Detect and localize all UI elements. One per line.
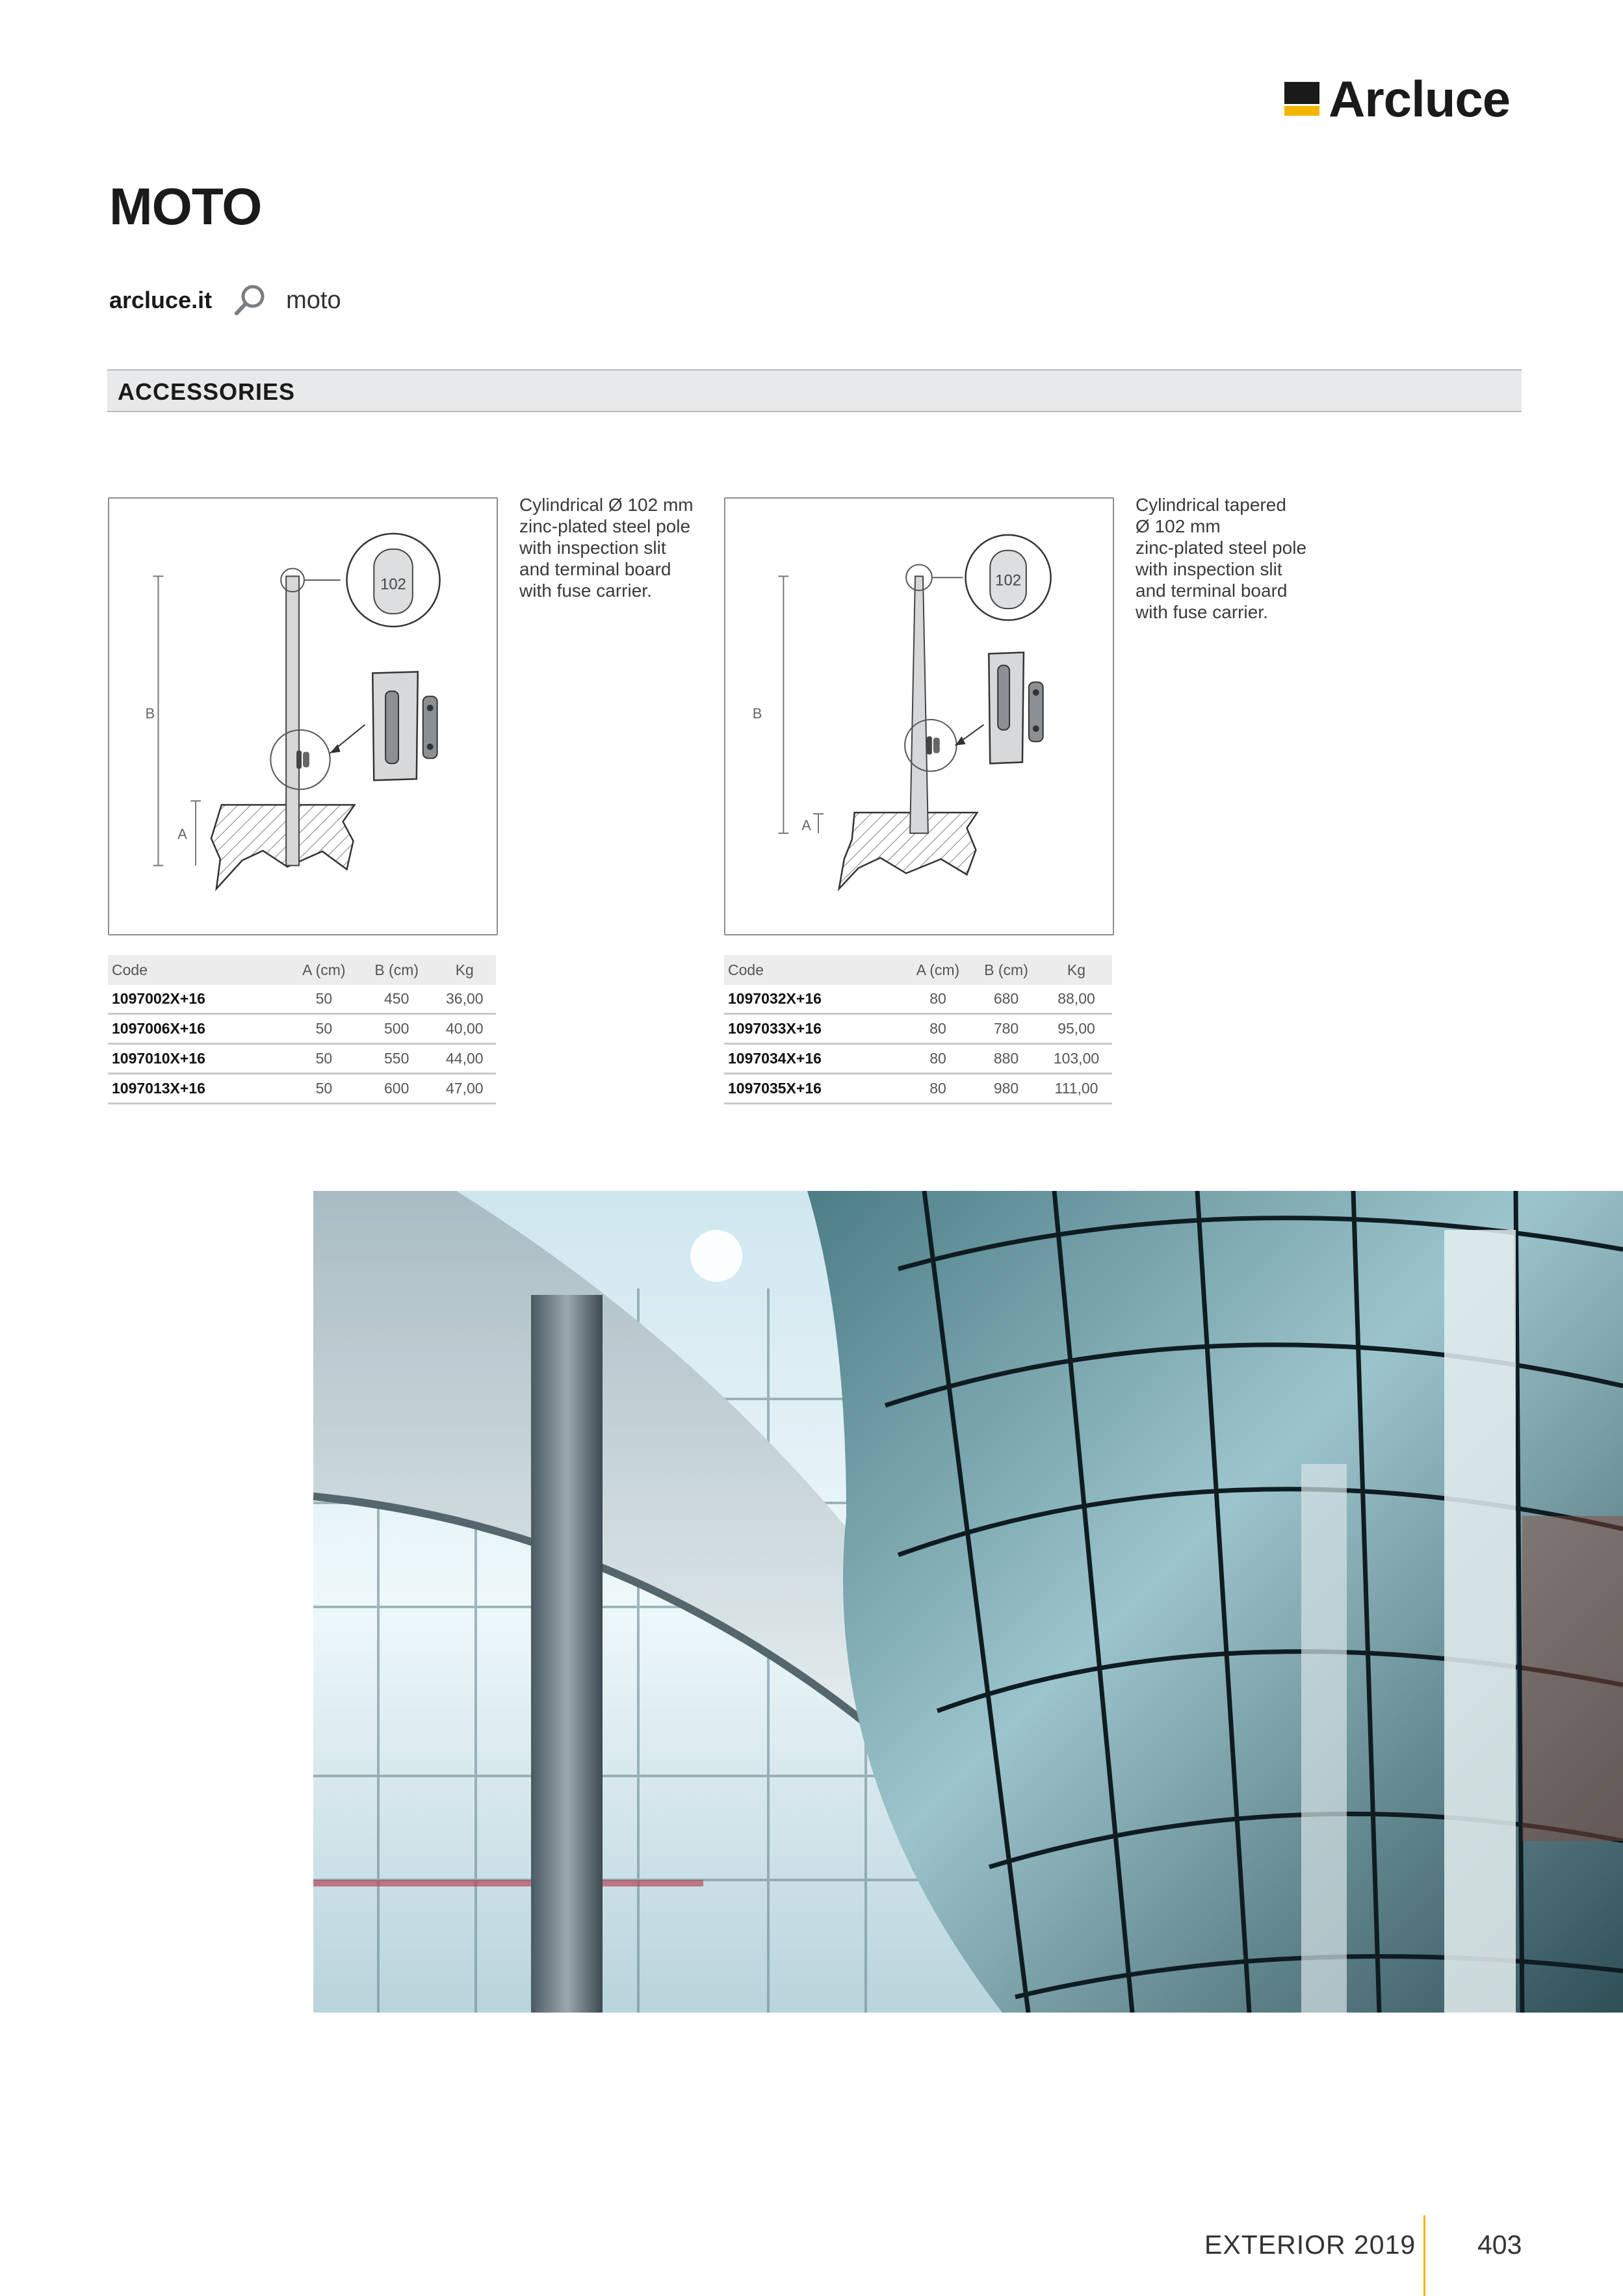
table-header-row bbox=[108, 955, 496, 985]
product-description: Cylindrical tapered Ø 102 mm zinc-plated steel pole with inspection slit and terminal board with fuse carrier. bbox=[1136, 495, 1307, 622]
site-search-line bbox=[109, 280, 341, 321]
column-header: Kg bbox=[434, 955, 496, 985]
column-header: Kg bbox=[1041, 955, 1112, 985]
column-header: B (cm) bbox=[972, 955, 1041, 985]
b-cell: 980 bbox=[972, 1074, 1041, 1104]
spec-table bbox=[724, 955, 1112, 1104]
kg-cell: 103,00 bbox=[1041, 1044, 1112, 1074]
dimension-b-label: B bbox=[145, 705, 155, 722]
brand-name: Arcluce bbox=[1329, 70, 1511, 127]
b-cell: 780 bbox=[972, 1014, 1041, 1044]
kg-cell: 95,00 bbox=[1041, 1014, 1112, 1044]
diameter-label: 102 bbox=[380, 575, 406, 594]
section-title: ACCESSORIES bbox=[118, 378, 296, 405]
dimension-a-label: A bbox=[177, 826, 187, 842]
dimension-b-label: B bbox=[752, 705, 762, 722]
table-row bbox=[724, 985, 1112, 1014]
code-cell: 1097002X+16 bbox=[108, 985, 288, 1014]
b-cell: 600 bbox=[360, 1074, 434, 1104]
search-icon bbox=[231, 282, 268, 319]
column-header: A (cm) bbox=[904, 955, 972, 985]
b-cell: 880 bbox=[972, 1044, 1041, 1074]
table-row bbox=[108, 985, 496, 1014]
b-cell: 550 bbox=[360, 1044, 434, 1074]
a-cell: 50 bbox=[288, 985, 360, 1014]
pole-drawing-cylindrical bbox=[108, 497, 498, 935]
architecture-photo bbox=[313, 1191, 1623, 2013]
code-cell: 1097013X+16 bbox=[108, 1074, 288, 1104]
pole-drawing-tapered bbox=[724, 497, 1114, 935]
a-cell: 80 bbox=[904, 1014, 972, 1044]
page-title: MOTO bbox=[109, 177, 262, 235]
pole-diagram bbox=[725, 499, 1113, 934]
search-term: moto bbox=[286, 286, 341, 314]
footer-divider bbox=[1423, 2215, 1425, 2296]
brand-mark-icon bbox=[1284, 82, 1319, 116]
a-cell: 80 bbox=[904, 985, 972, 1014]
a-cell: 80 bbox=[904, 1074, 972, 1104]
b-cell: 680 bbox=[972, 985, 1041, 1014]
page-number: 403 bbox=[1477, 2230, 1522, 2260]
diameter-label: 102 bbox=[995, 571, 1021, 590]
column-header: B (cm) bbox=[360, 955, 434, 985]
spec-table bbox=[108, 955, 496, 1104]
a-cell: 50 bbox=[288, 1044, 360, 1074]
code-cell: 1097006X+16 bbox=[108, 1014, 288, 1044]
code-cell: 1097032X+16 bbox=[724, 985, 904, 1014]
footer-catalog-label: EXTERIOR 2019 bbox=[1204, 2230, 1416, 2260]
kg-cell: 47,00 bbox=[434, 1074, 496, 1104]
code-cell: 1097035X+16 bbox=[724, 1074, 904, 1104]
kg-cell: 36,00 bbox=[434, 985, 496, 1014]
table-header-row bbox=[724, 955, 1112, 985]
pole-diagram bbox=[109, 499, 497, 934]
kg-cell: 111,00 bbox=[1041, 1074, 1112, 1104]
column-header: Code bbox=[724, 955, 904, 985]
kg-cell: 40,00 bbox=[434, 1014, 496, 1044]
section-bar bbox=[107, 369, 1522, 412]
site-link[interactable]: arcluce.it bbox=[109, 287, 213, 313]
column-header: A (cm) bbox=[288, 955, 360, 985]
kg-cell: 44,00 bbox=[434, 1044, 496, 1074]
code-cell: 1097033X+16 bbox=[724, 1014, 904, 1044]
brand-logo bbox=[1284, 68, 1510, 130]
dimension-a-label: A bbox=[801, 816, 811, 833]
kg-cell: 88,00 bbox=[1041, 985, 1112, 1014]
table-row bbox=[108, 1014, 496, 1044]
table-row bbox=[724, 1074, 1112, 1104]
a-cell: 80 bbox=[904, 1044, 972, 1074]
table-row bbox=[108, 1044, 496, 1074]
a-cell: 50 bbox=[288, 1014, 360, 1044]
b-cell: 500 bbox=[360, 1014, 434, 1044]
table-row bbox=[724, 1014, 1112, 1044]
code-cell: 1097010X+16 bbox=[108, 1044, 288, 1074]
table-row bbox=[724, 1044, 1112, 1074]
b-cell: 450 bbox=[360, 985, 434, 1014]
column-header: Code bbox=[108, 955, 288, 985]
code-cell: 1097034X+16 bbox=[724, 1044, 904, 1074]
product-description: Cylindrical Ø 102 mm zinc-plated steel pole with inspection slit and terminal board with fuse carrier. bbox=[519, 495, 694, 601]
a-cell: 50 bbox=[288, 1074, 360, 1104]
table-row bbox=[108, 1074, 496, 1104]
